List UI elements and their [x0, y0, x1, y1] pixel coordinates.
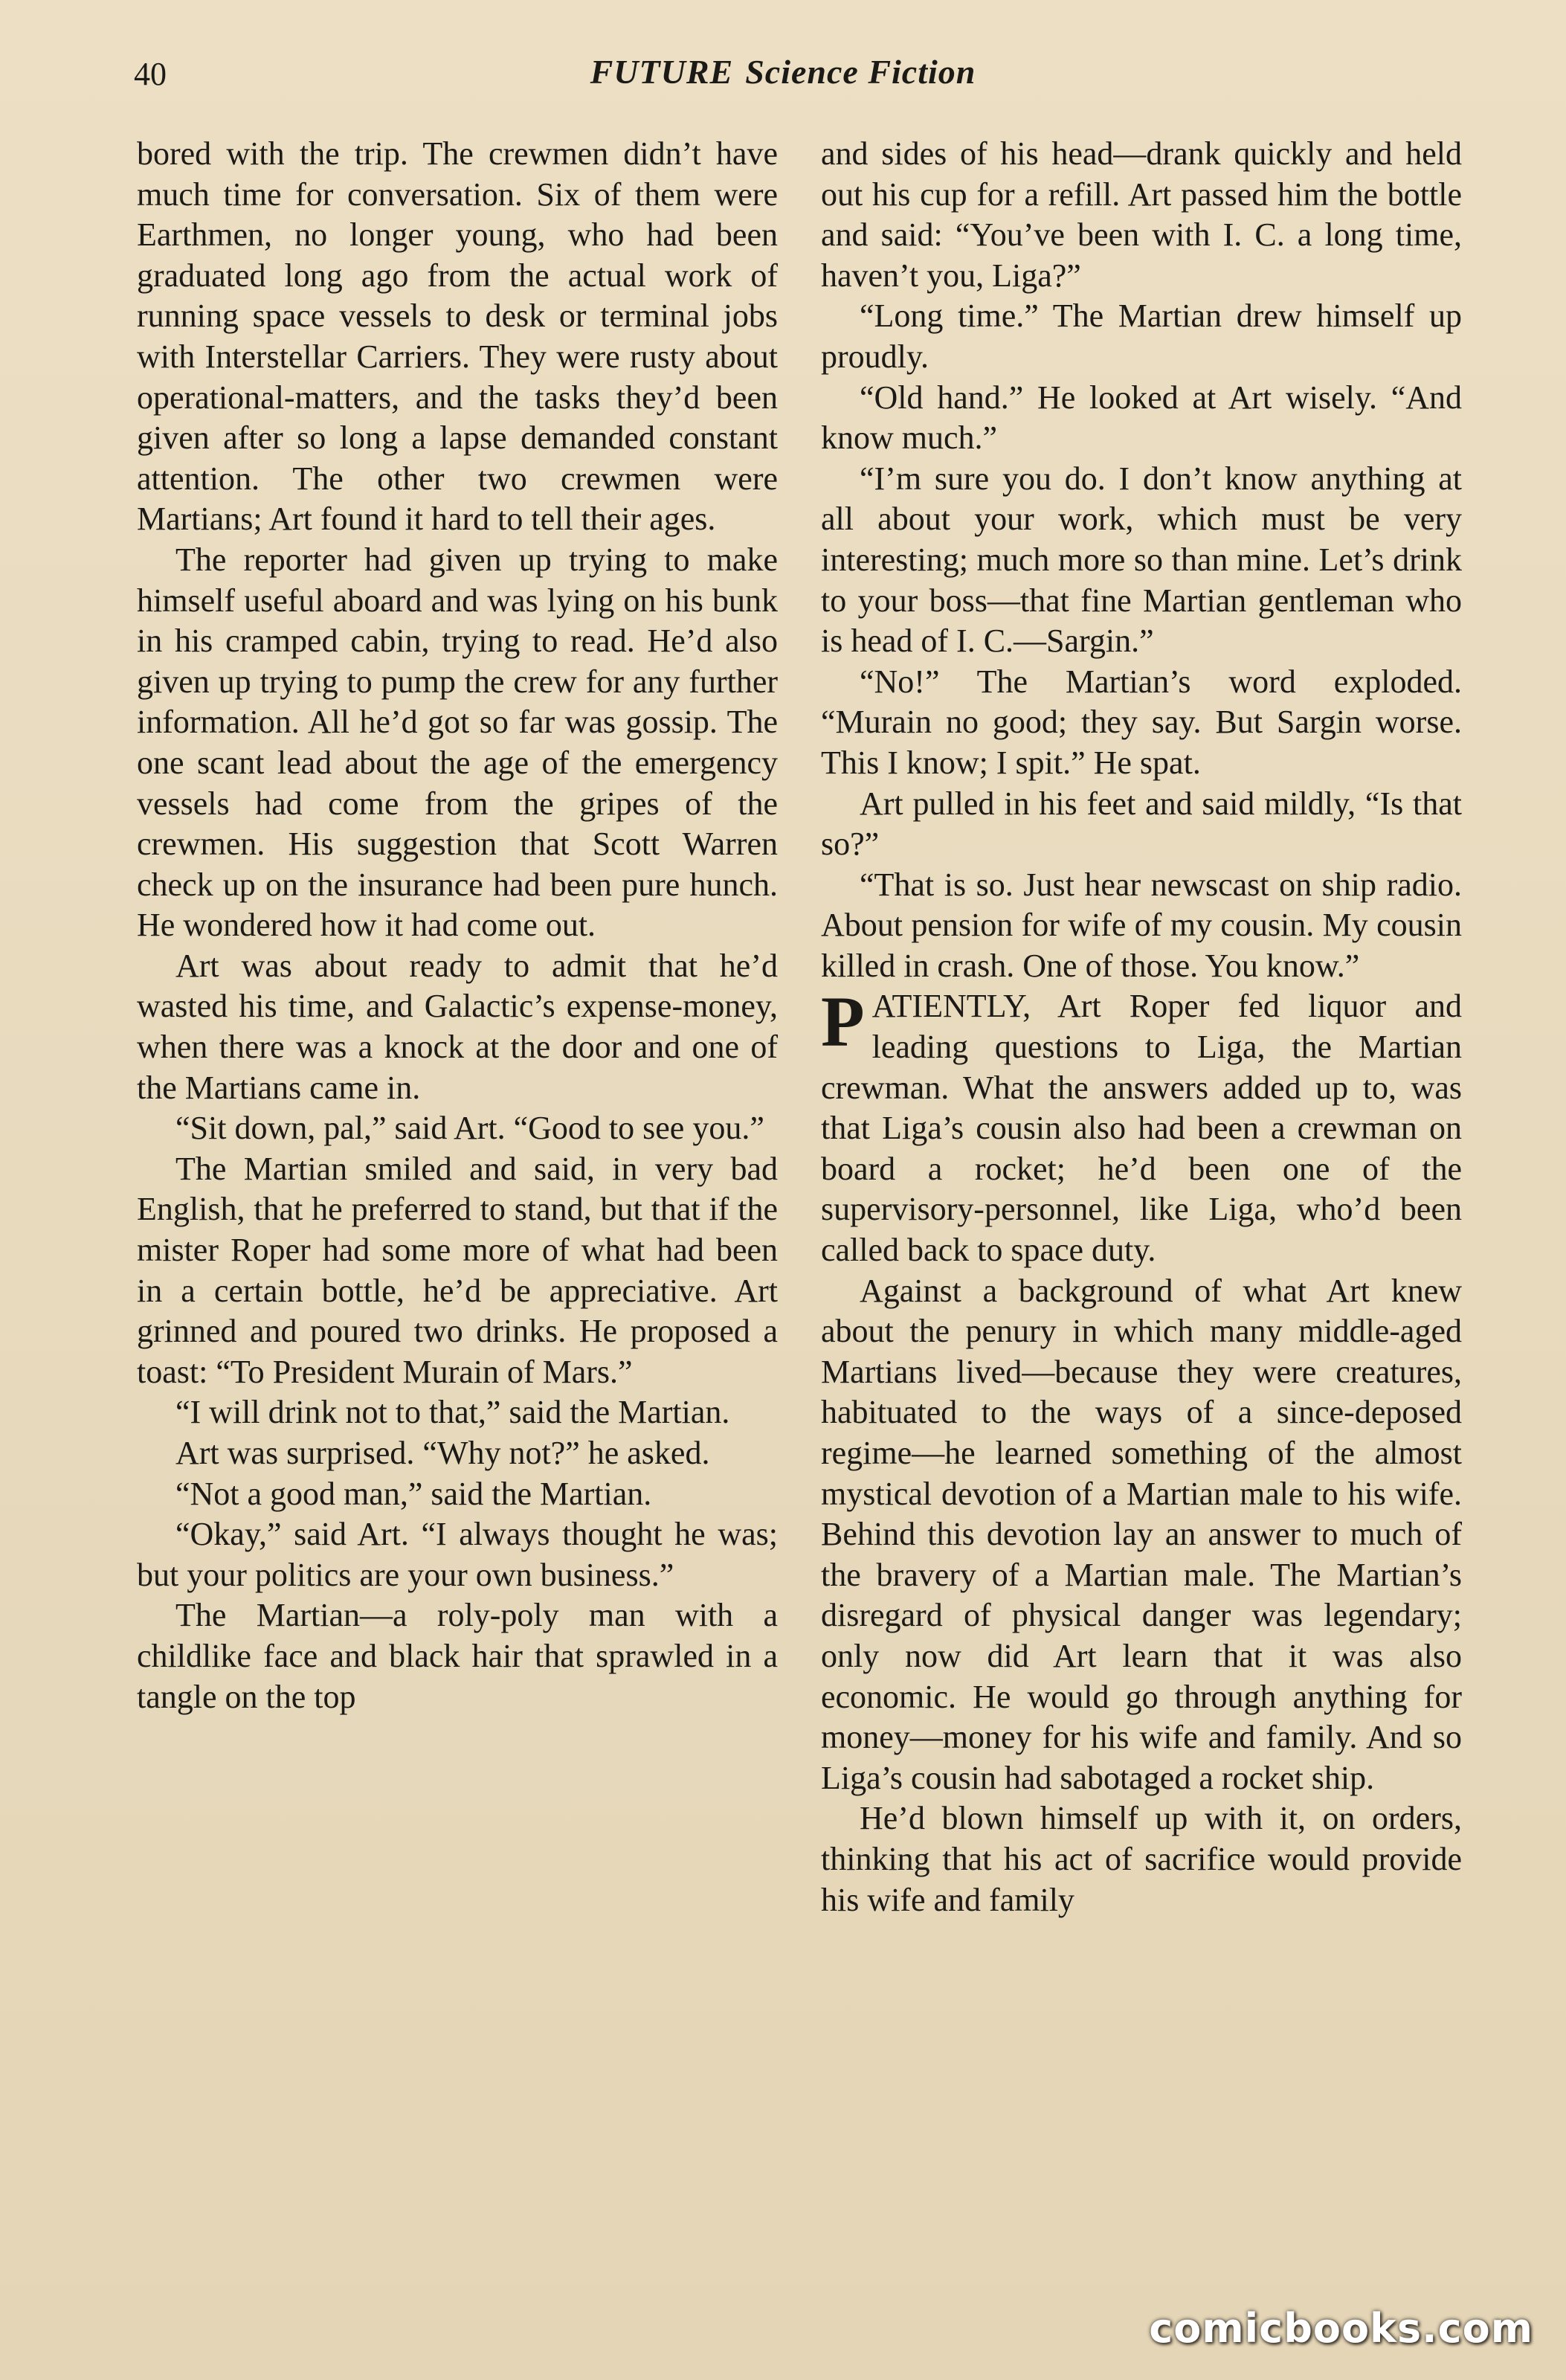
paragraph: The reporter had given up trying to make himself useful aboard and was lying on his bunk in his cramped cabin, trying to read. He’d also given up trying to pump the crew for any further information. All he’d got so far was gossip. The one scant lead about the age of the emergency vessels had come from the gripes of the crewmen. His suggestion that Scott Warren check up on the insurance had been pure hunch. He wondered how it had come out. — [137, 541, 778, 944]
paragraph: “Okay,” said Art. “I always thought he was; but your politics are your own business.” — [137, 1516, 778, 1593]
paragraph: bored with the trip. The crewmen didn’t have much time for conversation. Six of them were Earthmen, no longer young, who had been graduated long ago from the actual work of running space vessels to desk or terminal jobs with Interstellar Carriers. They were rusty about operational-matters, and the tasks they’d been given after so long a lapse demanded constant attention. The other two crewmen were Martians; Art found it hard to tell their ages. — [137, 135, 778, 538]
left-column — [137, 134, 778, 1717]
paragraph: “I will drink not to that,” said the Martian. — [175, 1394, 730, 1431]
running-head — [0, 52, 1566, 91]
paragraph: “Old hand.” He looked at Art wisely. “And know much.” — [821, 379, 1462, 457]
paragraph: “No!” The Martian’s word exploded. “Murain no good; they say. But Sargin worse. This I know; I spit.” He spat. — [821, 663, 1462, 781]
drop-cap: P — [821, 982, 865, 1062]
paragraph: “That is so. Just hear newscast on ship radio. About pension for wife of my cousin. My cousin killed in crash. One of those. You know.” — [821, 866, 1462, 984]
paragraph: “Sit down, pal,” said Art. “Good to see you.” — [175, 1110, 764, 1147]
page-number: 40 — [134, 56, 167, 92]
paragraph: “I’m sure you do. I don’t know anything at all about your work, which must be very interesting; much more so than mine. Let’s drink to your boss—that fine Martian gentleman who is head of I. C.—Sargin.” — [821, 460, 1462, 660]
paragraph: “Long time.” The Martian drew himself up proudly. — [821, 298, 1462, 375]
paragraph: Against a background of what Art knew about the penury in which many middle-aged Martians lived—because they were creatures, habituated to the ways of a since-deposed regime—he learned something of the almost mystical devotion of a Martian male to his wife. Behind this devotion lay an answer to much of the bravery of a Martian male. The Martian’s disregard of physical danger was legendary; only now did Art learn that it was also economic. He would go through anything for money—money for his wife and family. And so Liga’s cousin had sabotaged a rocket ship. — [821, 1272, 1462, 1796]
paragraph: Art was surprised. “Why not?” he asked. — [175, 1435, 710, 1471]
section-opening-paragraph — [821, 982, 1462, 1270]
paragraph: The Martian smiled and said, in very bad English, that he preferred to stand, but that if the mister Roper had some more of what had been in a certain bottle, he’d be appreciative. Art grinned and poured two drinks. He proposed a toast: “To President Murain of Mars.” — [137, 1150, 778, 1390]
section-opening-text: ATIENTLY, Art Roper fed liquor and leading questions to Liga, the Martian crewman. What the answers added up to, was that Liga’s cousin also had been a crewman on board a rocket; he’d been one of the supervisory-personnel, like Liga, who’d been called back to space duty. — [821, 988, 1462, 1269]
paragraph: Art was about ready to admit that he’d wasted his time, and Galactic’s expense-money, when there was a knock at the door and one of the Martians came in. — [137, 947, 778, 1106]
magazine-subtitle: Science Fiction — [745, 53, 976, 91]
paragraph: and sides of his head—drank quickly and held out his cup for a refill. Art passed him the bottle and said: “You’ve been with I. C. a long time, haven’t you, Liga?” — [821, 135, 1462, 294]
magazine-title: FUTURE — [590, 53, 734, 91]
paragraph: “Not a good man,” said the Martian. — [175, 1475, 652, 1512]
watermark-logo: comicbooks.com — [1149, 2305, 1533, 2352]
paragraph: Art pulled in his feet and said mildly, “Is that so?” — [821, 785, 1462, 863]
right-column — [821, 134, 1462, 1920]
paragraph: The Martian—a roly-poly man with a childlike face and black hair that sprawled in a tangle on the top — [137, 1597, 778, 1715]
paragraph: He’d blown himself up with it, on orders, thinking that his act of sacrifice would provide his wife and family — [821, 1800, 1462, 1918]
